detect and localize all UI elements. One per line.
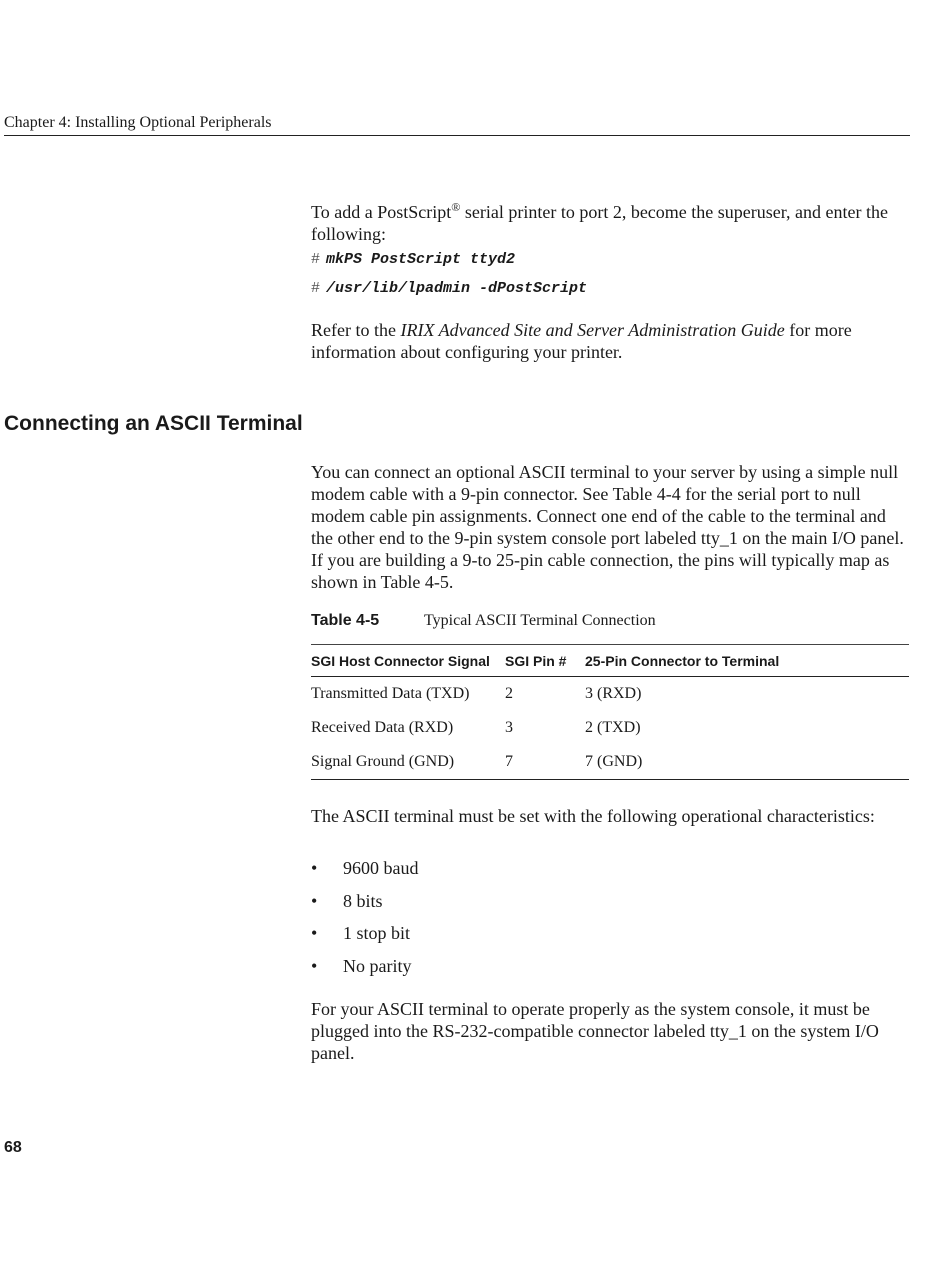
command-text: /usr/lib/lpadmin -dPostScript xyxy=(326,280,588,297)
intro-paragraph xyxy=(311,196,911,245)
bullet-icon: • xyxy=(311,858,318,878)
column-header: 25-Pin Connector to Terminal xyxy=(585,645,909,677)
table-header-row xyxy=(311,645,909,677)
table-row xyxy=(311,745,909,780)
table-cell: 3 xyxy=(505,719,513,736)
command-line-1 xyxy=(311,251,515,268)
prompt-symbol: # xyxy=(311,280,321,297)
console-paragraph: For your ASCII terminal to operate properly as the system console, it must be plugged into the RS-232-compatible connector labeled tty_1 on the system I/O panel. xyxy=(311,999,879,1063)
reference-paragraph xyxy=(311,319,911,363)
table-cell: Received Data (RXD) xyxy=(311,719,454,736)
reference-text-start: Refer to the xyxy=(311,320,401,340)
bullet-icon: • xyxy=(311,955,318,976)
intro-text-start: To add a PostScript xyxy=(311,202,452,222)
command-text: mkPS PostScript ttyd2 xyxy=(326,251,516,268)
connection-table xyxy=(311,644,909,780)
list-item-text: 8 bits xyxy=(343,890,383,911)
list-item xyxy=(311,922,419,955)
table-cell: Signal Ground (GND) xyxy=(311,745,505,780)
characteristics-paragraph: The ASCII terminal must be set with the following operational characteristics: xyxy=(311,806,875,826)
list-item xyxy=(311,890,419,923)
guide-title: IRIX Advanced Site and Server Administration Guide xyxy=(400,320,785,340)
table-cell: 7 xyxy=(505,745,585,780)
list-item xyxy=(311,955,419,988)
table-row xyxy=(311,677,909,712)
list-item-text: 9600 baud xyxy=(343,858,419,878)
table-cell: 3 (RXD) xyxy=(585,685,642,702)
table-cell: 7 (GND) xyxy=(585,745,909,780)
column-header: SGI Host Connector Signal xyxy=(311,645,505,677)
table-title: Typical ASCII Terminal Connection xyxy=(424,612,656,629)
page-number: 68 xyxy=(4,1139,22,1156)
list-item-text: 1 stop bit xyxy=(343,923,411,943)
list-item xyxy=(311,857,419,890)
table-row xyxy=(311,711,909,745)
reference-text-end: for more information about configuring your printer. xyxy=(311,320,852,362)
list-item-text: No parity xyxy=(343,955,412,976)
running-header: Chapter 4: Installing Optional Peripherals xyxy=(4,114,910,136)
table-cell: 2 (TXD) xyxy=(585,719,641,736)
intro-text-end: serial printer to port 2, become the superuser, and enter the following: xyxy=(311,202,888,244)
column-header: SGI Pin # xyxy=(505,645,585,677)
characteristics-list xyxy=(311,857,419,987)
command-line-2 xyxy=(311,280,587,297)
bullet-icon: • xyxy=(311,923,318,943)
prompt-symbol: # xyxy=(311,251,321,268)
bullet-icon: • xyxy=(311,890,318,911)
section-heading: Connecting an ASCII Terminal xyxy=(4,412,303,435)
terminal-paragraph: You can connect an optional ASCII terminal to your server by using a simple null modem cable with a 9-pin connector. See Table 4-4 for the serial port to null modem cable pin assignments. Connect one end of the cable to the terminal and the other end to the 9-pin system console port labeled tty_1 on the main I/O panel. If you are building a 9-to 25-pin cable connection, the pins will typically map as shown in Table 4-5. xyxy=(311,462,904,592)
table-cell: 2 xyxy=(505,685,513,702)
table-number: Table 4-5 xyxy=(311,612,380,629)
table-cell: Transmitted Data (TXD) xyxy=(311,685,470,702)
table-caption xyxy=(311,612,656,630)
registered-mark: ® xyxy=(451,200,461,214)
